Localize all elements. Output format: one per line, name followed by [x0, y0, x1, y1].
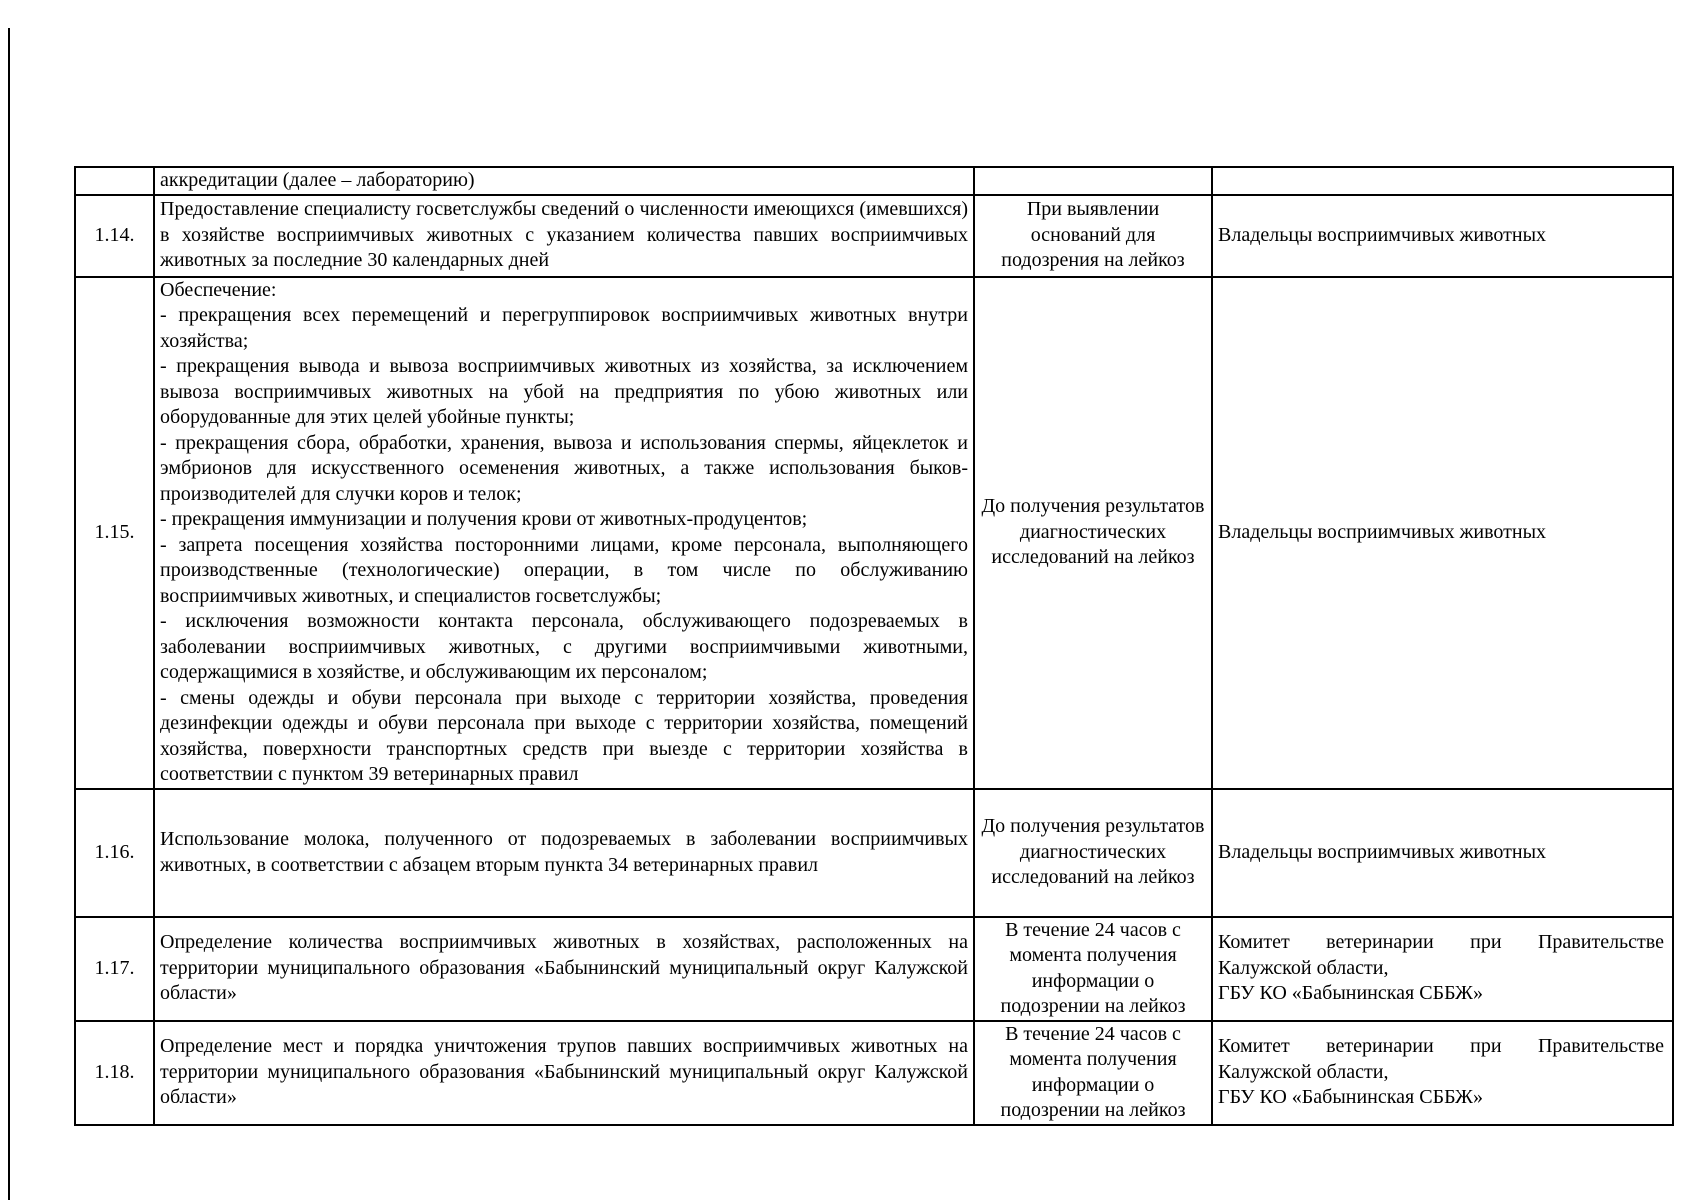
row-responsible [1212, 195, 1673, 277]
table-row-1-16 [75, 789, 1673, 917]
row-number [75, 167, 154, 195]
row-action [154, 167, 974, 195]
responsible-line: ГБУ КО «Бабынинская СББЖ» [1218, 982, 1483, 1005]
row-term: В течение 24 часов с момента получения информации о подозрении на лейкоз [974, 917, 1212, 1021]
action-line: Определение мест и порядка уничтожения трупов павших восприимчивых животных на территории муниципального образования «Бабынинский муниципальный округ Калужской области» [160, 1035, 968, 1109]
row-number: 1.14. [75, 195, 154, 277]
row-responsible [1212, 917, 1673, 1021]
action-line: Обеспечение: [160, 278, 277, 301]
row-term [974, 167, 1212, 195]
row-term: До получения результатов диагностических исследований на лейкоз [974, 789, 1212, 917]
responsible-line: Владельцы восприимчивых животных [1218, 520, 1547, 543]
row-action [154, 195, 974, 277]
row-term: В течение 24 часов с момента получения информации о подозрении на лейкоз [974, 1021, 1212, 1125]
action-line: аккредитации (далее – лабораторию) [160, 169, 475, 191]
table-row-continuation [75, 167, 1673, 195]
row-number: 1.17. [75, 917, 154, 1021]
action-line: Использование молока, полученного от подозреваемых в заболевании восприимчивых животных, в соответствии с абзацем вторым пункта 34 ветеринарных правил [160, 828, 968, 876]
row-number: 1.18. [75, 1021, 154, 1125]
action-line: - прекращения вывода и вывоза восприимчивых животных из хозяйства, за исключением вывоза восприимчивых животных на убой на предприятия по убою животных или оборудованные для этих целей убойные пункты; [160, 355, 968, 428]
action-line: Определение количества восприимчивых животных в хозяйствах, расположенных на территории муниципального образования «Бабынинский муниципальный округ Калужской области» [160, 931, 968, 1005]
row-responsible [1212, 167, 1673, 195]
action-line: - смены одежды и обуви персонала при выходе с территории хозяйства, проведения дезинфекции одежды и обуви персонала при выходе с территории хозяйства, помещений хозяйства, поверхности транспортных средств при выезде с территории хозяйства в соответствии с пунктом 39 ветеринарных правил [160, 686, 968, 785]
action-line: - прекращения всех перемещений и перегруппировок восприимчивых животных внутри хозяйства; [160, 304, 968, 352]
action-line: - прекращения сбора, обработки, хранения, вывоза и использования спермы, яйцеклеток и эмбрионов для искусственного осеменения животных, а также использования быков-производителей для случки коров и телок; [160, 431, 968, 505]
row-action [154, 789, 974, 917]
responsible-line: ГБУ КО «Бабынинская СББЖ» [1218, 1086, 1483, 1109]
row-term: При выявлении оснований для подозрения на лейкоз [974, 195, 1212, 277]
action-line: - исключения возможности контакта персонала, обслуживающего подозреваемых в заболевании восприимчивых животных, с другими восприимчивыми животными, содержащимися в хозяйстве, и обслуживающим их персоналом; [160, 610, 968, 683]
table-row-1-15 [75, 277, 1673, 789]
table-row-1-17 [75, 917, 1673, 1021]
action-line: Предоставление специалисту госветслужбы сведений о численности имеющихся (имевшихся) в хозяйстве восприимчивых животных с указанием количества павших восприимчивых животных за последние 30 календарных дней [160, 198, 968, 272]
row-action [154, 277, 974, 789]
responsible-line: Комитет ветеринарии при Правительстве Калужской области, [1218, 931, 1664, 979]
action-line: - запрета посещения хозяйства посторонними лицами, кроме персонала, выполняющего производственные (технологические) операции, в том числе по обслуживанию восприимчивых животных, и специалистов госветслужбы; [160, 533, 968, 607]
row-action [154, 1021, 974, 1125]
row-number: 1.15. [75, 277, 154, 789]
row-number: 1.16. [75, 789, 154, 917]
table-row-1-14 [75, 195, 1673, 277]
responsible-line: Владельцы восприимчивых животных [1218, 223, 1547, 246]
row-action [154, 917, 974, 1021]
row-responsible [1212, 789, 1673, 917]
measures-table [74, 166, 1674, 1126]
table-row-1-18 [75, 1021, 1673, 1125]
row-responsible [1212, 277, 1673, 789]
page-margin-line [8, 28, 10, 1200]
responsible-line: Комитет ветеринарии при Правительстве Калужской области, [1218, 1035, 1664, 1083]
action-line: - прекращения иммунизации и получения крови от животных-продуцентов; [160, 508, 808, 530]
responsible-line: Владельцы восприимчивых животных [1218, 840, 1547, 863]
row-responsible [1212, 1021, 1673, 1125]
row-term: До получения результатов диагностических исследований на лейкоз [974, 277, 1212, 789]
